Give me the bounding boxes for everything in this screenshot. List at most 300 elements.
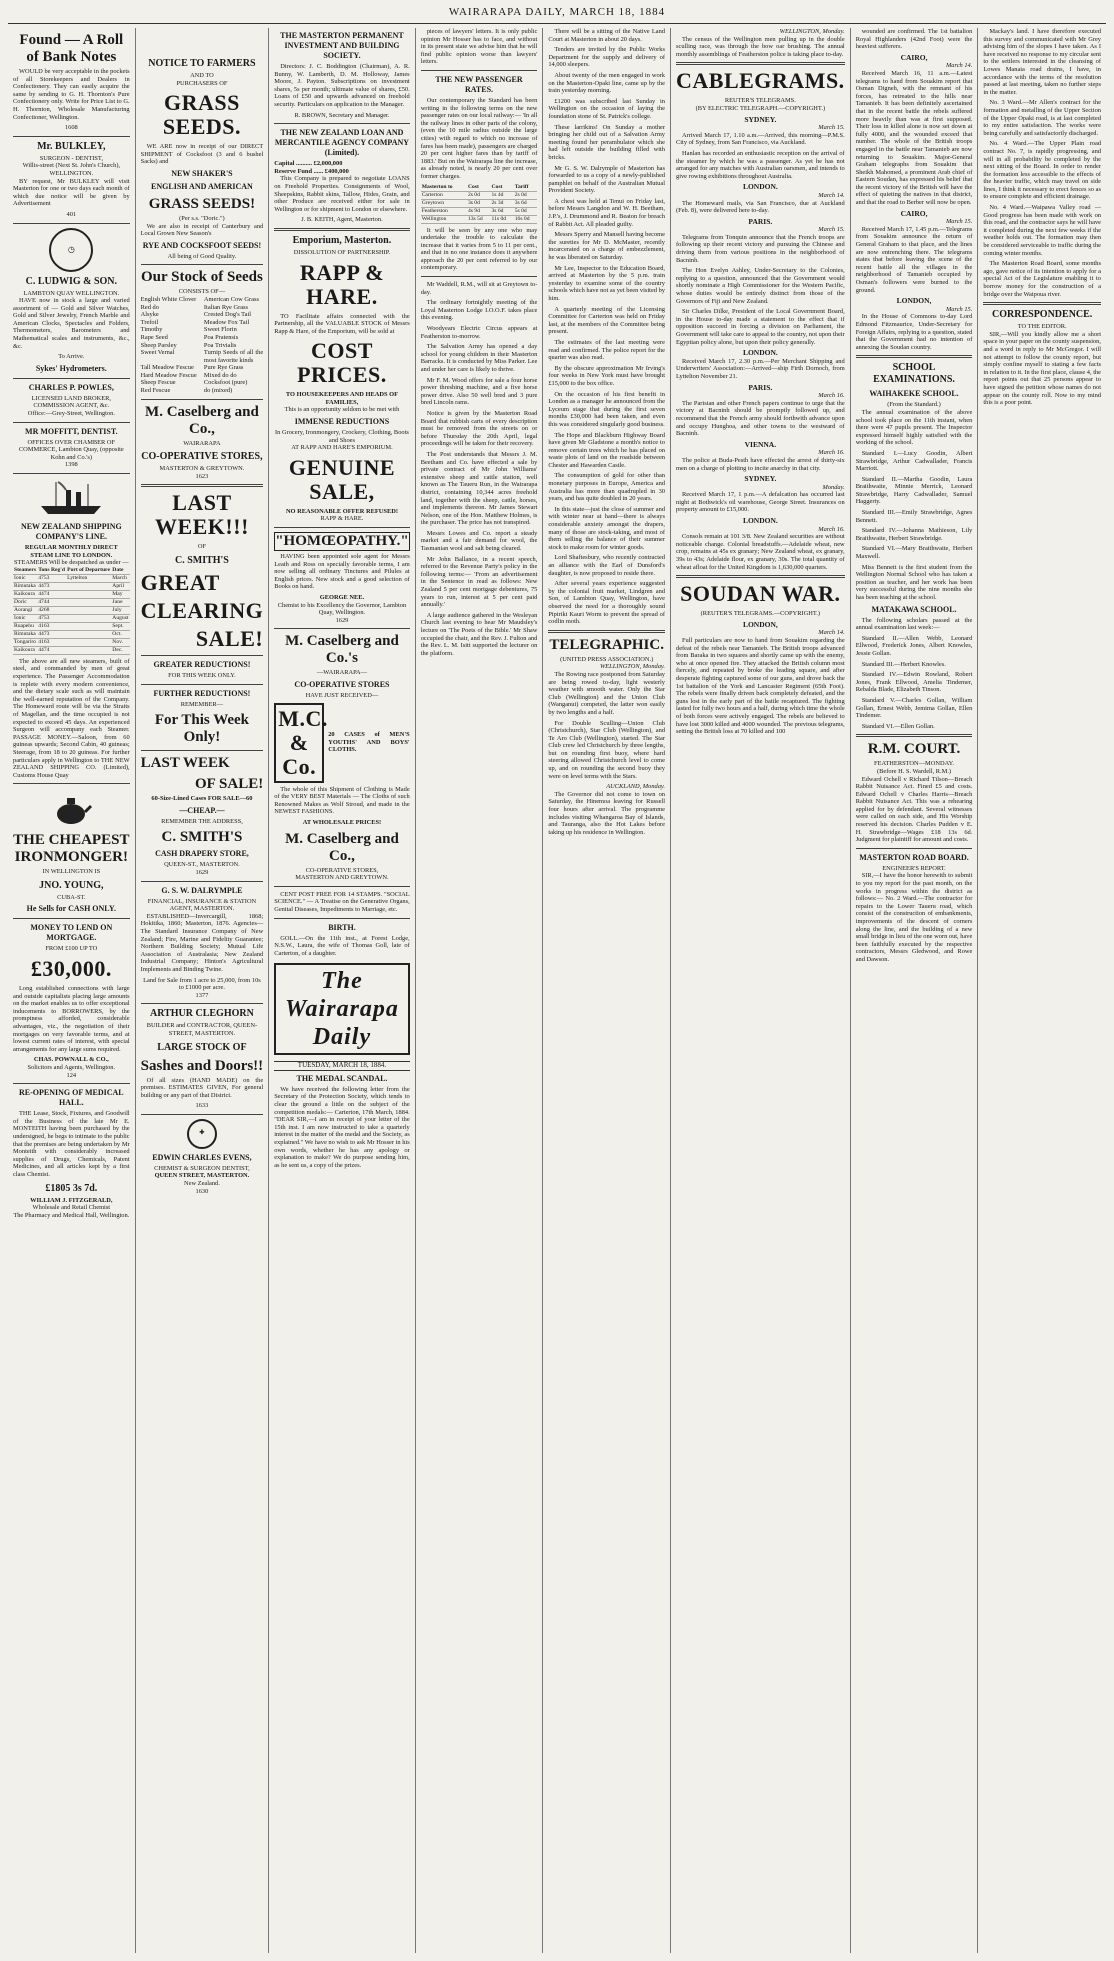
divider [548,630,665,633]
lastweek-line9: LAST WEEK [140,755,230,772]
cleghorn-role: BUILDER and CONTRACTOR, QUEEN-STREET, MASTERTON. [146,1022,258,1037]
column-7 [851,28,979,1953]
passenger-body: Our contemporary the Standard has been writing in the following terms on the new passenger rates on our local railway:— 'In all the railway lines in other parts of the colony, (even the 10 mile radius outside the large cities) with regard to which no increase of fares has been made), passengers are charged 20 per cent higher fares than by tariff of 1883.' But on the Wairarapa line the increase, as already noted, is nearly 20 per cent over former charges. [420,96,538,180]
lastweek-line12: —CHEAP.— [179,805,225,815]
news-paragraph: The consumption of gold for other than monetary purposes in Europe, America and Australia has more than quadrupled in 30 years, and has quite doubled in 20 years. [548,472,665,503]
table-row [13,630,130,638]
table-row [13,590,130,598]
cable-date: March 16. [818,392,845,400]
cable-body: Telegrams from Tonquin announce that the French troops are following up their recent victory and pursuing the Chinese and driving them from various positions in the neighborhood of Bacninh. [676,233,845,264]
cablegram-items [676,116,845,572]
lastweek-heading: LAST WEEK!!! [154,490,249,540]
table-cell: Ionic [13,614,37,622]
cleghorn-name: ARTHUR CLEGHORN [150,1008,254,1020]
divider [141,1114,264,1115]
table-cell: 4473 [37,630,66,638]
lastweek-line2: CLEARING [140,598,264,624]
powles-role: LICENSED LAND BROKER, COMMISSION AGENT, &c. [31,394,111,410]
exams-list-1 [856,450,973,561]
farmers-title: GRASS SEEDS. [162,90,242,140]
table-cell: 4s 9d [467,207,491,215]
caselberg-heading: M. Caselberg and Co., [145,403,259,437]
news-paragraph: In this state—just the close of summer and with winter near at hand—there is always considerable anxiety amongst the drapers, many of those are stock-taking, and most of them selling the balance of their summer stock to make room for winter goods. [548,505,665,551]
mcas2-sale: AT WHOLESALE PRICES! [302,818,382,826]
table-cell: May [111,590,129,598]
report-paragraph: No. 3 Ward.—Mr Allen's contract for the formation and metalling of the Upper Section of the Upper Opaki road, is at last completed to my entire satisfaction. The works were being carefully and satisfactorily discharged. [983,99,1101,137]
divider [141,399,264,400]
cable-date: March 16. [818,449,845,457]
board-body: SIR,—I have the honor herewith to submit to you my report for the past month, on the works in progress within the district as follows:— No. 2 Ward.—The contractor for repairs to the Lower Taueru road, which consist of the construction of embankments, improvements of the descent of corners along the line, and the building of a new small bridge in lieu of the one worn out, have been faithfully executed by the respective contractors, Messrs Gledwood, and Rowe and Dawson. [855,872,973,963]
table-cell: 11s 0d [490,215,513,223]
table-cell: April [111,582,129,590]
table-cell: 4744 [37,598,66,606]
table-row [13,622,130,630]
exam-standard: Standard III.—Emily Strawbridge, Agnes Bennett. [855,509,973,524]
news-paragraph: The estimates of the last meeting were read and confirmed. The police report for the quarter was also read. [548,338,665,362]
col6-top-body: The census of the Wellington men pulling up in the double sculling race, was through the bow oar brushing. The annual monthly assemblings of Featherston police is taking place to-day. [676,35,845,58]
moffitt-name: MR MOFFITT, DENTIST. [25,426,118,436]
money-body: Long established connections with large and outside capitalists placing large amounts on the market enables us to offer exceptional inducements to BORROWERS, by the promptness afforded, considerable advantages, viz., the negotiation of their mortgages on very favorable terms, and at lowest current rates of interest, with special arrangements for any large sums required. [13,985,130,1053]
table-cell: Aorangi [13,606,37,614]
nzlmerc-reserve: Reserve Fund ...... £400,000 [274,167,349,175]
kettle-icon [51,788,91,828]
divider [274,886,409,887]
emporium-body: TO Facilitate affairs connected with the Partnership, all the VALUABLE STOCK of Messrs Rapp & Hare, of the Emporium, will be sold at [274,312,410,335]
table-cell: Kaikoura [13,590,37,598]
money-heading: MONEY TO LEND ON MORTGAGE. [30,923,113,943]
cleghorn-stock: LARGE STOCK OF [157,1041,247,1053]
seed-item: Pure Rye Grass [203,364,244,372]
found-body: WOULD be very acceptable in the pockets of all Storekeepers and Dealers in Confectionery. They can easily acquire the same by sending to G. H. Thornton's Pure Confectionery only. Write for Price List to G. H. Thornton, Wholesale Manufacturing Confectioner, Wellington. [13,68,130,121]
news-paragraph: Tenders are invited by the Public Works Department for the supply and delivery of 14,000 sleepers. [548,46,665,69]
cable-place: CAIRO, [900,208,928,218]
cable-date: March 14. [945,62,973,70]
medal-body: We have received the following letter from the Secretary of the Protection Society, which tends to clear the ground a little on the subject of the competition medals:— Carterton, 17th March, 1884. "DEAR SIR,—I am in receipt of your letter of the 15th inst. I am now instructed to take a quarterly interest in the matter of the medal and the Society, as explained." We have no wish to ask Mr Hosser in his own words, whether he has any apology or explanation to make? We do purpose sending him, as he sent us, a copy of the prizes. [274,1085,410,1169]
report-paragraph: No. 4 Ward.—The Upper Plain road contract No. 7, is rapidly progressing, and will in all probability be completed by the next sitting of the Board. In order to render the formation less accessible to the effects of the heavier traffic, which may travel on side lines, I think it necessary to erect fences so as to ensure complete and efficient drainage. [983,140,1101,201]
lastweek-line11: 60-Size-Lined Cases FOR SALE—60 [151,795,253,803]
cablegrams-sub: REUTER'S TELEGRAMS. [724,97,796,105]
corr-body: SIR,—Will you kindly allow me a short space in your paper on the county suspension, and a word in reply to Mr McGregor. I will not attempt to follow the county report, but simply confine myself to stating a few facts in relation to it. In the first place, clause 4, the report points out that 25 persons appear to have signed the petition whose names do not appear on the county roll. Now to my mind this is a poor point. [983,330,1101,407]
divider [141,1003,264,1004]
table-row [13,598,130,606]
news-paragraph: Notice is given by the Masterton Road Board that rubbish carts of every description must be removed from the streets on or before Thursday the 20th April, legal proceedings will be taken for their recovery. [420,409,538,448]
cable-body: Consols remain at 101 3/8. New Zealand securities are without noticeable change. Colonial breadstuffs.—Adelaide wheat, new crop, remains at 45s ex granary; New Zealand wheat, ex granary, 39s to 43s; Adelaide flour, ex granary, 30s. The total quantity of wheat afloat for the United Kingdom is 1,630,000 quarters. [676,533,845,571]
found-no: 1608 [64,124,78,132]
telegram-body: For Double Sculling—Union Club (Christchurch), Star Club (Wellington), and Te Aro Club (Wellington), started. The Star Club crew led Christchurch by three lengths, but on rounding first buoy, where hard steering allowed Christchurch level to come up, and on rounding the second buoy they were on level terms with the Stars. [548,719,665,780]
building-body: Directors: J. C. Boddington (Chairman), A. R. Bunny, W. Lamberth, D. M. Holloway, James Moore, J. Payton. Subscriptions on investment shares, 5s per month; ultimate value of shares, £50. Loans of £50 and upwards advanced on freehold security. Particulars on application to the Manager. [274,63,410,108]
lastweek-line5: FOR THIS WEEK ONLY. [168,672,236,680]
report-paragraph: Mackay's land. I have therefore executed this survey and communicated with Mr Grey advising him of the slopes I have taken. As I have received no response to my circular sent to the settlers interested in the cleansing of Lowes Manaia road drains, I have, in accordance with the terms of the resolution passed at last meeting, taken no further steps in the matter. [983,28,1101,96]
cable-place: LONDON, [896,296,932,306]
table-cell: Featherston [421,207,467,215]
divider [141,264,264,265]
table-cell: March [111,574,129,582]
divider [13,473,130,474]
powles-name: CHARLES P. POWLES, [28,382,114,392]
exam-standard: Standard VI.—Ellen Gollan. [861,722,935,730]
money-range: FROM £100 UP TO [45,945,98,953]
table-cell: 16s 0d [514,215,538,223]
lastweek-no: 1629 [195,869,209,876]
dalrymple-no: 1377 [195,991,209,999]
seeds-sub: CONSISTS OF— [178,288,226,296]
emporium-line3: IMMENSE REDUCTIONS [294,417,390,427]
cable-body: Sir Charles Dilke, President of the Local Government Board, in the House to-day made a statement to the effect that if opposition succeed in forcing a division on Parliament, the Government will take care to appeal to the country, not upon their Egyptian policy alone, but upon their policy generally. [676,308,845,346]
divider [141,750,264,751]
table-cell: Lyttelton [66,574,111,582]
evens-no: 1630 [195,1187,209,1195]
table-cell: 3s 0d [467,199,491,207]
exams-heading: SCHOOL EXAMINATIONS. [873,362,955,386]
seed-item: Sheep Fescue [140,379,176,387]
divider [856,355,973,358]
seeds-list [141,296,264,395]
seed-item: Alsyke [140,311,159,319]
table-cell: 1s 4d [490,191,513,199]
table-row [421,199,538,207]
cable-body: Received March 17, 1 p.m.—A defalcation has occurred last night at Bothwick's oil warehouse, George Street. Insurances on property amount to £15,000. [676,491,845,514]
soudan-heading: SOUDAN WAR. [680,581,841,607]
cable-date: March 16. [818,525,845,533]
news-paragraph: A large audience gathered in the Wesleyan Church last evening to hear Mr Maudsley's lecture on 'The Poets of the Bible.' Mr Shaw occupied the chair, and the Rev. J. Fulton and the Rev. L. M. Isitt supported the lecturer on the platform. [420,611,538,657]
col6-top [676,28,845,58]
page-header-title: WAIRARAPA DAILY, MARCH 18, 1884 [448,6,666,18]
birth-heading: BIRTH. [328,922,356,932]
news-paragraph: The ordinary fortnightly meeting of the Loyal Masterton Lodge I.O.O.F. takes place this evening. [420,299,538,322]
table-cell: 4163 [37,638,66,646]
table-cell: Rimutaka [14,630,36,637]
ironmonger-cut [13,788,130,828]
seed-item: Cocksfoot (pure) [203,379,248,387]
lastweek-line4: GREATER REDUCTIONS! [153,660,251,670]
dalrymple-body: ESTABLISHED—Invercargill, 1868; Hokitika, 1860; Masterton, 1876. Agencies—The Standard Insurance Company of New Zealand; Fire, Marine and Fidelity Guarantee; Northern Building Society; Mutual Life Association of Australasia; New Zealand Industrial Company; Hinton's Agricultural Implements and Binding Twine. [140,912,264,973]
farmers-qual: All being of Good Quality. [167,252,237,260]
mcas2-title: CO-OPERATIVE STORES [294,679,390,689]
table-cell [66,638,111,646]
table-header-cell: Masterton to [421,184,467,192]
table-cell [66,598,111,606]
exams-school2: MATAKAWA SCHOOL. [871,604,957,614]
news-paragraph: Mr Waddell, R.M., will sit at Greytown to-day. [420,281,538,296]
seed-item: Sweet Florin [203,326,237,334]
cable-date: March 15. [818,226,845,234]
table-cell: Tongariro [14,638,36,645]
table-header-cell: Tons Reg'd [38,566,65,573]
seed-item: Trefoil [140,318,159,326]
divider [13,136,130,137]
cable-body: The police at Buda-Pesth have effected the arrest of thirty-six men on a charge of plotting to incite anarchy in that city. [676,456,845,472]
cable-date: Monday. [822,483,845,491]
medical-price: £1805 3s 7d. [45,1182,98,1194]
lawyers-body: pieces of lawyers' letters. It is only public opinion Mr Hosser has to face, and without in its present state we advise him that he will find public opinion worse than lawyers' letters. [420,28,538,66]
ludwig-agent: To Arrive. [58,353,85,361]
corr-heading: CORRESPONDENCE. [992,309,1093,321]
column-2 [136,28,270,1953]
medical-addr: The Pharmacy and Medical Hall, Wellington. [13,1211,130,1219]
table-cell: Carterton [421,191,467,199]
local-news [421,281,538,657]
lastweek-line3: SALE! [195,626,264,652]
table-cell [66,606,111,614]
table-cell: Rimutaka [14,582,36,589]
medal-heading: THE MEDAL SCANDAL. [296,1073,388,1083]
cleghorn-no: 1633 [195,1102,209,1110]
lastweek-line7: REMEMBER— [180,700,224,708]
cheapest-street: CUBA-ST. [57,893,86,901]
telegram-body: The Rowing race postponed from Saturday are being rowed to-day, light westerly weather with smooth water. Only the Star Club (Wellington) and the Union Club (Wanganui) competed, the latter won easily by two lengths and a half. [548,670,665,716]
bulkley-role: SURGEON - DENTIST, [39,154,103,162]
divider [13,918,130,919]
shipping-heading: NEW ZEALAND SHIPPING COMPANY'S LINE. [20,522,122,541]
ludwig-name: C. LUDWIG & SON. [25,275,118,287]
table-row [13,646,130,654]
dateline: WELLINGTON, Monday. [599,663,665,671]
table-cell: 2s 0d [514,191,538,199]
farmers-body: WE ARE now in receipt of our DIRECT SHIPMENT of Cocksfoot (3 and 6 bushel Sacks) and [140,143,264,166]
dalrymple-name: G. S. W. DALRYMPLE [161,885,243,895]
nzlmerc-agent: J. B. KEITH, Agent, Masterton. [301,216,383,224]
table-header-cell: Tariff [514,184,538,192]
col7-top: wounded are confirmed. The 1st battalion Royal Highlanders (42nd Foot) were the heaviest sufferers. [855,28,973,51]
homeo-addr: Chemist to his Excellency the Governor, Lambton Quay, Wellington. [277,601,407,617]
caselberg-place: WAIRARAPA [183,439,221,447]
table-cell: Ionic [13,574,37,582]
moffitt-addr: OFFICES OVER CHAMBER OF COMMERCE, Lambton Quay, (opposite Kohn and Co.'s) [18,438,124,461]
divider [13,378,130,379]
table-cell [66,590,111,598]
table-row [13,614,130,622]
divider [274,123,409,124]
lastweek-line13: REMEMBER THE ADDRESS, [161,817,243,825]
table-cell [66,622,111,630]
exams-school1: WAIHAKEKE SCHOOL. [869,389,959,399]
medical-body: THE Lease, Stock, Fixtures, and Goodwill of the Business of the late Mr E. MONTEITH having been purchased by the undersigned, he begs to intimate to the public that the premises are being undertaken by Mr Monteith with considerably increased supplies of Drugs, Chemicals, Patent Medicines, and all articles kept by a first class Chemist. [13,1110,130,1178]
exams-list-2 [856,635,973,731]
table-header-cell: Cost [467,184,491,192]
shipping-table-body [13,574,130,654]
emporium-firm: RAPP & HARE. [299,259,385,309]
cable-date: March 15. [818,124,845,132]
seed-item: Timothy [140,326,163,334]
seed-item: English White Clover [140,295,197,303]
table-header-cell: Steamers [14,566,37,573]
moffitt-no: 1398 [64,461,78,469]
divider [856,848,973,849]
table-cell: August [112,614,129,621]
divider [274,228,409,231]
cable-body: Arrived March 17, 1.10 a.m.—Arrived, this morning—P.M.S. City of Sydney, from San Francisco, via Auckland. [676,131,845,147]
news-paragraph: Messrs Sperry and Mansell having become the sureties for Mr D. McMaster, recently incarcerated on a charge of embezzlement, he was liberated on Saturday. [548,231,665,262]
news-paragraph: The Salvation Army has opened a day school for young children in their Masterton Barracks. It is conducted by Miss Parker. Lee and under her care is likely to thrive. [420,343,538,373]
lastweek-sub: OF [197,543,207,551]
soudan-story [676,621,845,736]
column-3 [269,28,415,1953]
table-cell: 3s 6d [514,199,538,207]
shipping-body: The above are all new steamers, built of steel, and commanded by men of great experience. The Passenger Accommodation is replete with every modern convenience, and the dietary scale such as will maintain the well-earned reputation of the Company. The Homeward route will be via the Straits of Magellan, and the time occupied is not expected to exceed 45 days. An experienced Surgeon will accompany each Steamer. PASSAGE MONEY.—Saloon, from 60 guineas upwards; Second Cabin, 40 guineas; Steerage, from 18 to 20 guineas. For further particulars apply in Wellington to THE NEW ZEALAND SHIPPING CO. (Limited), Customs House Quay [13,657,130,779]
column-5 [543,28,671,1953]
exam-standard: Standard IV.—Johanna Mathieson, Lily Braithwaite, Herbert Strawbridge. [855,527,973,542]
seed-item: do (mixed) [203,387,233,395]
news-paragraph: Mr G. S. W. Dalrymple of Masterton has forwarded to us a copy of a newly-published pamphlet on behalf of the Australian Mutual Provident Society. [548,164,665,195]
homeo-name: GEORGE NEE. [319,594,365,601]
news-paragraph: Messrs Lowes and Co. report a steady market and a fair demand for wool, the Tasmanian wool and salt being cleared. [420,529,538,553]
ludwig-place: LAMBTON QUAY WELLINGTON. [23,289,120,297]
seed-item: Poa Pratensis [203,333,239,341]
exam-standard: Standard II.—Allen Webb, Leonard Ellwood, Frederick Jones, Albert Knowles, Jessie Gollan. [855,634,973,657]
seed-item: Crested Dog's Tail [203,311,252,319]
money-amount: £30,000. [30,956,112,982]
watch-icon: ◷ [49,228,93,272]
news-paragraph: Lord Shaftesbury, who recently contracted an alliance with the Earl of Dunsford's daughter, is now proposed to reside there. [548,554,665,577]
divider [13,422,130,423]
emporium-line7: NO REASONABLE OFFER REFUSED! [285,507,398,515]
farmers-line2: NEW SHAKER'S [171,168,233,178]
table-cell: 4753 [37,614,66,622]
table-cell: Dec. [111,646,129,654]
board-sub: ENGINEER'S REPORT. [882,864,946,872]
rmcourt-place: FEATHERSTON—MONDAY. [874,760,954,768]
cable-place: LONDON. [742,348,778,358]
table-row [421,191,538,199]
divider [676,575,845,578]
fare-table [421,184,538,224]
news-paragraph: The Post understands that Messrs J. M. Beetham and Co. have effected a sale by private contract of Mr John Williams' extensive sheep and cattle station, well known as The Taueru Run, in the Wairarapa district, containing 10,344 acres freehold land, together with the sheep, cattle, horses, and implements thereon. Mr James Stewart Nelson, one of the Hon. Matthew Holmes, is the purchaser. The price has not transpired. [420,450,538,527]
evens-region: New Zealand. [184,1180,220,1188]
table-cell: Wellington [421,215,467,223]
mcas2-heading: M. Caselberg and Co.'s [285,633,399,667]
table-cell: Nov. [111,638,129,646]
divider [274,918,409,919]
table-cell [66,630,111,638]
seed-item: Poa Trivialis [203,341,237,349]
lastweek-line1: GREAT [140,570,220,596]
emporium-line5: AT RAPP AND HARE'S EMPORIUM. [291,444,393,452]
lastweek-line6: FURTHER REDUCTIONS! [153,688,251,698]
mcas2-box: M.C. & Co. [274,703,324,783]
table-header-cell: Port of Departure [67,566,110,573]
divider [421,276,538,277]
divider [141,684,264,685]
table-cell: 4163 [37,622,66,630]
nzlmerc-capital: Capital .......... £2,000,000 [274,160,343,168]
seed-item: Sheep Parsley [140,341,177,349]
bulkley-addr: Willis-street (Next St. John's Church), WELLINGTON. [22,162,121,177]
money-name: CHAS. POWNALL & CO., [33,1056,109,1064]
cable-place: LONDON. [742,516,778,526]
medical-name: WILLIAM J. FITZGERALD, [30,1196,113,1204]
news-paragraph: These larrikins! On Sunday a mother bringing her child out of a Salvation Army meeting found her perambulator which she had left outside the building filled with bricks. [548,123,665,161]
seed-item: Turnip Seeds of all the most favorite kinds [203,349,264,364]
cleghorn-tag: Sashes and Doors!! [140,1057,264,1074]
table-row [421,215,538,223]
bulkley-no: 401 [66,210,77,218]
caselberg-title: CO-OPERATIVE STORES, [141,451,263,463]
evens-role: CHEMIST & SURGEON DENTIST, [154,1164,250,1172]
exam-standard: Standard IV.—Edwin Rowland, Robert Jones, Frank Ellwood, Amelia Tindemer, Rebalda Blade, Elizabeth Tinson. [855,671,973,694]
caselberg-no: 1623 [195,472,209,480]
ship-cut [13,478,130,518]
emporium-line4: In Grocery, Ironmongery, Crockery, Clothing, Boots and Shoes [275,429,409,444]
soudan-date: March 14. [818,629,845,637]
seed-item: American Cow Grass [203,295,259,303]
table-row [421,184,538,192]
col7-cables [856,54,973,352]
cablegrams-heading: CABLEGRAMS. [676,68,845,94]
column-4 [416,28,544,1953]
exam-standard: Standard VI.—Mary Braithwaite, Herbert Maxwell. [855,545,973,561]
table-cell: 13s 5d [467,215,491,223]
seed-item: Meadow Fox Tail [203,318,250,326]
dateline: AUCKLAND, Monday. [606,783,665,791]
table-cell [66,582,111,590]
cable-place: PARIS. [748,382,773,392]
homeo-heading: "HOMŒOPATHY." [275,533,409,550]
news-paragraph: The Hope and Blackburn Highway Board have given Mr Gladstone a month's notice to remove certain trees which he has placed on waste plots of land on the roadside between Chester and Hawarden Castle. [548,431,665,469]
ludwig-emblem [13,228,130,272]
cheapest-name: JNO. YOUNG, [39,879,104,891]
table-cell: 4753 [37,574,66,582]
cablegrams-sub2: (BY ELECTRIC TELEGRAPH.—COPYRIGHT.) [695,104,826,112]
news-paragraph: About twenty of the men engaged in work on the Masterton-Opaki line, came up by the train yesterday morning. [548,71,665,95]
news-paragraph: A chest was held at Tenui on Friday last, before Messrs Langdon and W. H. Beetham, J.P.'s, J. Drummond and R. Beaton for breach of Rabbit Act. All pleaded guilty. [548,197,665,228]
cheapest-place: IN WELLINGTON IS [42,868,101,876]
ludwig-body: HAVE now in stock a large and varied assortment of — Gold and Silver Watches, Gold and Silver Jewelry, French Marble and American Clocks, Spectacles and Folders, Thermometers, Barometers and Mathematical scales and instruments, &c., &c. [13,297,130,350]
emporium-cost: COST PRICES. [297,338,387,388]
board-heading: MASTERTON ROAD BOARD. [859,852,969,862]
telegraphic-items [548,663,665,836]
money-role: Solicitors and Agents, Wellington. [27,1064,116,1071]
table-cell: Ruapehu [13,622,37,630]
paper-date: TUESDAY, MARCH 18, 1884. [274,1061,409,1071]
seed-item: Mixed do do [203,371,237,379]
exam-standard: Standard V.—Charles Gollan, William Gollan, Ernest Webb, Jemima Gollan, Ellen Tindemer. [855,696,973,720]
bulkley-name: Mr. BULKLEY, [37,140,106,152]
column-8 [978,28,1106,1953]
cheapest-heading: THE CHEAPEST IRONMONGER! [13,832,130,866]
col5-paragraphs [548,46,665,626]
cable-body: Received March 16, 11 a.m.—Latest telegrams to hand from Souakim report that Osman Digneh, with the remnant of his forces, has retreated to the hills near Tamanieb. It has been definitely ascertained that in the recent battle the rebels suffered more heavily than was at first supposed. Their loss in killed alone is now set down at fully 4000, and the wounded exceed that number. The whole of the British troops engaged in the battle near Tamanieb are now returning to Souakim. Major-General Graham telegraphs from Souakim that Sheikh Mahomed, a prominent Arab chief of Eastern Soudan, has expressed his belief that the recent victory of the British will have the effect of quieting the natives in that district, and that the road to Berber will now be open. [855,69,973,207]
exam-standard: Standard III.—Herbert Knowles. [861,660,946,668]
divider [13,223,130,224]
shipping-sub: REGULAR MONTHLY DIRECT STEAM LINE TO LONDON. [24,544,118,559]
evens-addr: QUEEN STREET, MASTERTON. [154,1172,250,1180]
seed-item: Rape Seed [140,333,168,341]
crest-icon: ✚ [187,1119,217,1149]
dalrymple-land: Land for Sale from 1 acre to 25,000, from 10s to £1000 per acre. [143,976,261,992]
cable-place: LONDON. [742,182,778,192]
cable-place: PARIS. [748,216,773,226]
homeo-body: HAVING been appointed sole agent for Messrs Leath and Ross on specially favorable terms, I am now selling all ordinary Tinctures and Pilules at English prices. New stock and a good selection of Books on hand. [274,553,410,591]
news-paragraph: On the occasion of his first benefit in London as a manager he announced from the Lyceum stage that during the first seven months £30,000 had been taken, and even this was considered singularly good business. [548,390,665,428]
col5-intro: There will be a sitting of the Native Land Court at Masterton in about 20 days. [548,28,665,43]
soudan-place: LONDON, [742,619,778,629]
report-paragraph: The Masterton Road Board, some months ago, gave notice of its intention to apply for a special Act of the Legislature enabling it to borrow money for the construction of a bridge over the Waipoua river. [983,260,1101,298]
table-cell: July [111,606,129,614]
farmers-heading: NOTICE TO FARMERS [148,58,256,69]
telegram-body: The Governor did not come to town on Saturday, the Hinemoa leaving for Russell four hours after arrival. The programme includes visiting Whangaroa Bay of Islands, and Tauranga, also the Hot Lakes before taking up his residence in Wellington. [548,790,665,836]
cable-date: March 15. [945,218,973,226]
seed-item: Red Fescue [140,387,171,395]
birth-body: GOLL.—On the 11th inst., at Forest Lodge, N.S.W., Laura, the wife of Thomas Goll, late of Carterton, of a daughter. [274,934,410,957]
news-paragraph: Mr F. M. Wood offers for sale a four horse power threshing machine, and a five horse power drive. Also 50 well bred and 3 pure bred Lincoln rams. [420,376,538,407]
farmers-line4: GRASS SEEDS! [148,195,256,212]
cable-body: Hanlan has recorded an enthusiastic reception on the arrival of the steamer by which he was a passenger. As yet he has not arranged for any matches with Australian oarsmen, and intends to give rowing exhibitions throughout Australia. [676,149,845,180]
rmcourt-heading: R.M. COURT. [867,741,961,758]
lastweek-line14: C. SMITH'S [161,829,243,846]
cable-body: The Homeward mails, via San Francisco, due at Auckland (Feb. 8), were delivered here to-day. [676,199,845,215]
table-cell: 5s 0d [514,207,538,215]
emporium-line6: GENUINE SALE, [288,454,396,504]
